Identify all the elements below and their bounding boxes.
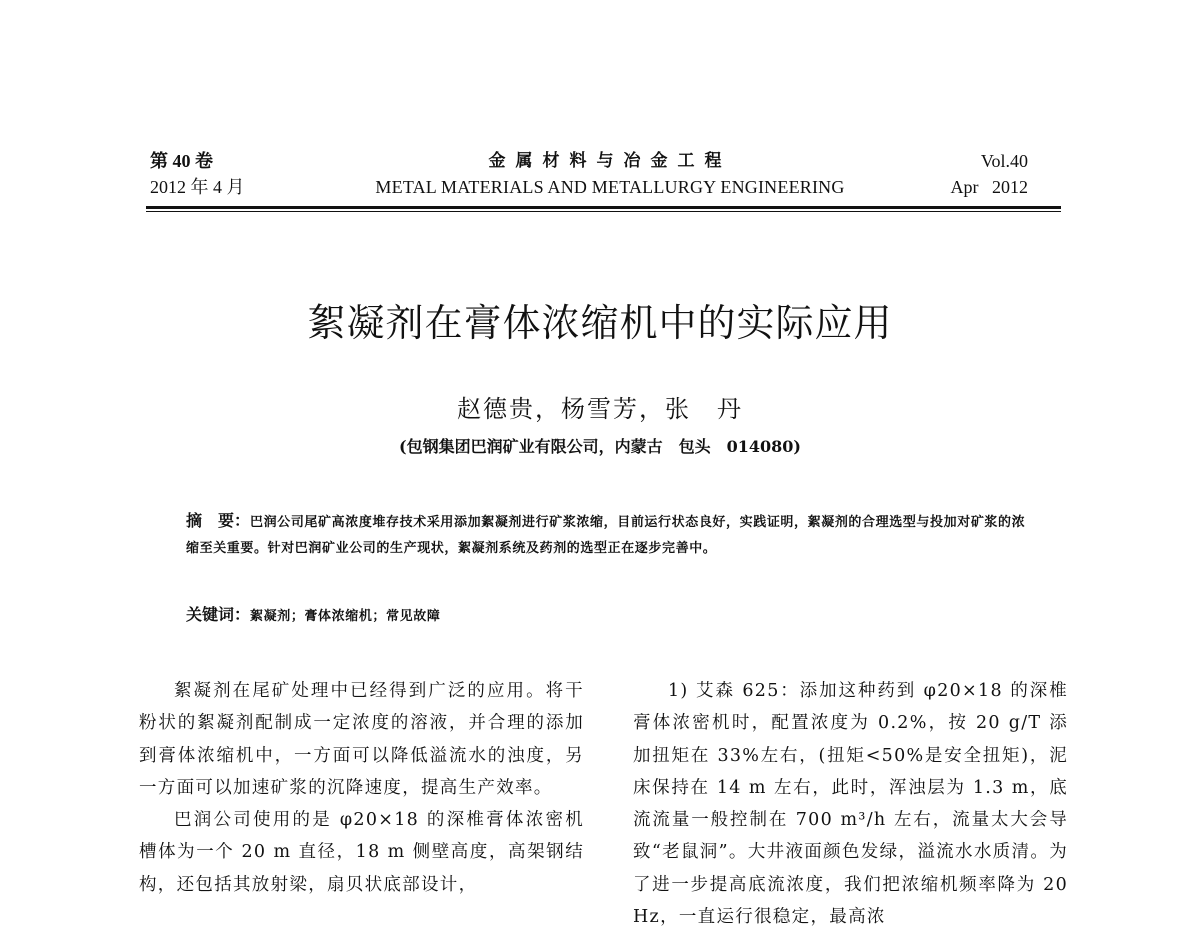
date-en: Apr 2012 <box>950 177 1028 197</box>
journal-header-left <box>150 148 245 200</box>
journal-header-center <box>340 148 880 200</box>
abstract <box>186 508 1026 562</box>
header-rule-thick <box>146 206 1061 209</box>
affiliation: (包钢集团巴润矿业有限公司，内蒙古 包头 014080) <box>399 437 801 456</box>
article-title: 絮凝剂在膏体浓缩机中的实际应用 <box>307 301 893 345</box>
abstract-label: 摘 要： <box>186 511 251 530</box>
keywords-label: 关键词： <box>186 605 251 624</box>
volume-en: Vol.40 <box>980 151 1028 171</box>
paragraph: 巴润公司使用的是 φ20×18 的深椎膏体浓密机槽体为一个 20 m 直径，18 m 侧壁高度，高架钢结构，还包括其放射梁，扇贝状底部设计， <box>139 810 584 895</box>
paragraph: 絮凝剂在尾矿处理中已经得到广泛的应用。将干粉状的絮凝剂配制成一定浓度的溶液，并合理的添加到膏体浓缩机中，一方面可以降低溢流水的浊度，另一方面可以加速矿浆的沉降速度，提高生产效率。 <box>139 681 584 798</box>
body-column-right <box>633 675 1068 933</box>
journal-name-cn: 金属材料与冶金工程 <box>488 151 732 170</box>
body-column-left <box>139 675 584 901</box>
keywords-text: 絮凝剂；膏体浓缩机；常见故障 <box>250 609 441 624</box>
keywords <box>186 602 1026 630</box>
date-cn: 2012 年 4 月 <box>150 177 245 197</box>
header-rule-thin <box>146 211 1061 212</box>
journal-name-en: METAL MATERIALS AND METALLURGY ENGINEERING <box>375 177 845 197</box>
author-list: 赵德贵，杨雪芳，张 丹 <box>457 395 743 423</box>
volume-cn: 第 40 卷 <box>150 151 213 171</box>
abstract-text: 巴润公司尾矿高浓度堆存技术采用添加絮凝剂进行矿浆浓缩，目前运行状态良好，实践证明，絮凝剂的合理选型与投加对矿浆的浓缩至关重要。针对巴润矿业公司的生产现状，絮凝剂系统及药剂的选型正在逐步完善中。 <box>186 515 1026 556</box>
journal-header-right <box>951 148 1029 200</box>
paragraph: 1) 艾森 625：添加这种药到 φ20×18 的深椎膏体浓密机时，配置浓度为 0.2%，按 20 g/T 添加扭矩在 33%左右，(扭矩<50%是安全扭矩)，泥床保持在 14 m 左右，此时，浑浊层为 1.3 m，底流流量一般控制在 700 m³/h 左右，流量太大会导致“老鼠洞”。大井液面颜色发绿，溢流水水质清。为了进一步提高底流浓度，我们把浓缩机频率降为 20 Hz，一直运行很稳定，最高浓 <box>633 681 1068 928</box>
